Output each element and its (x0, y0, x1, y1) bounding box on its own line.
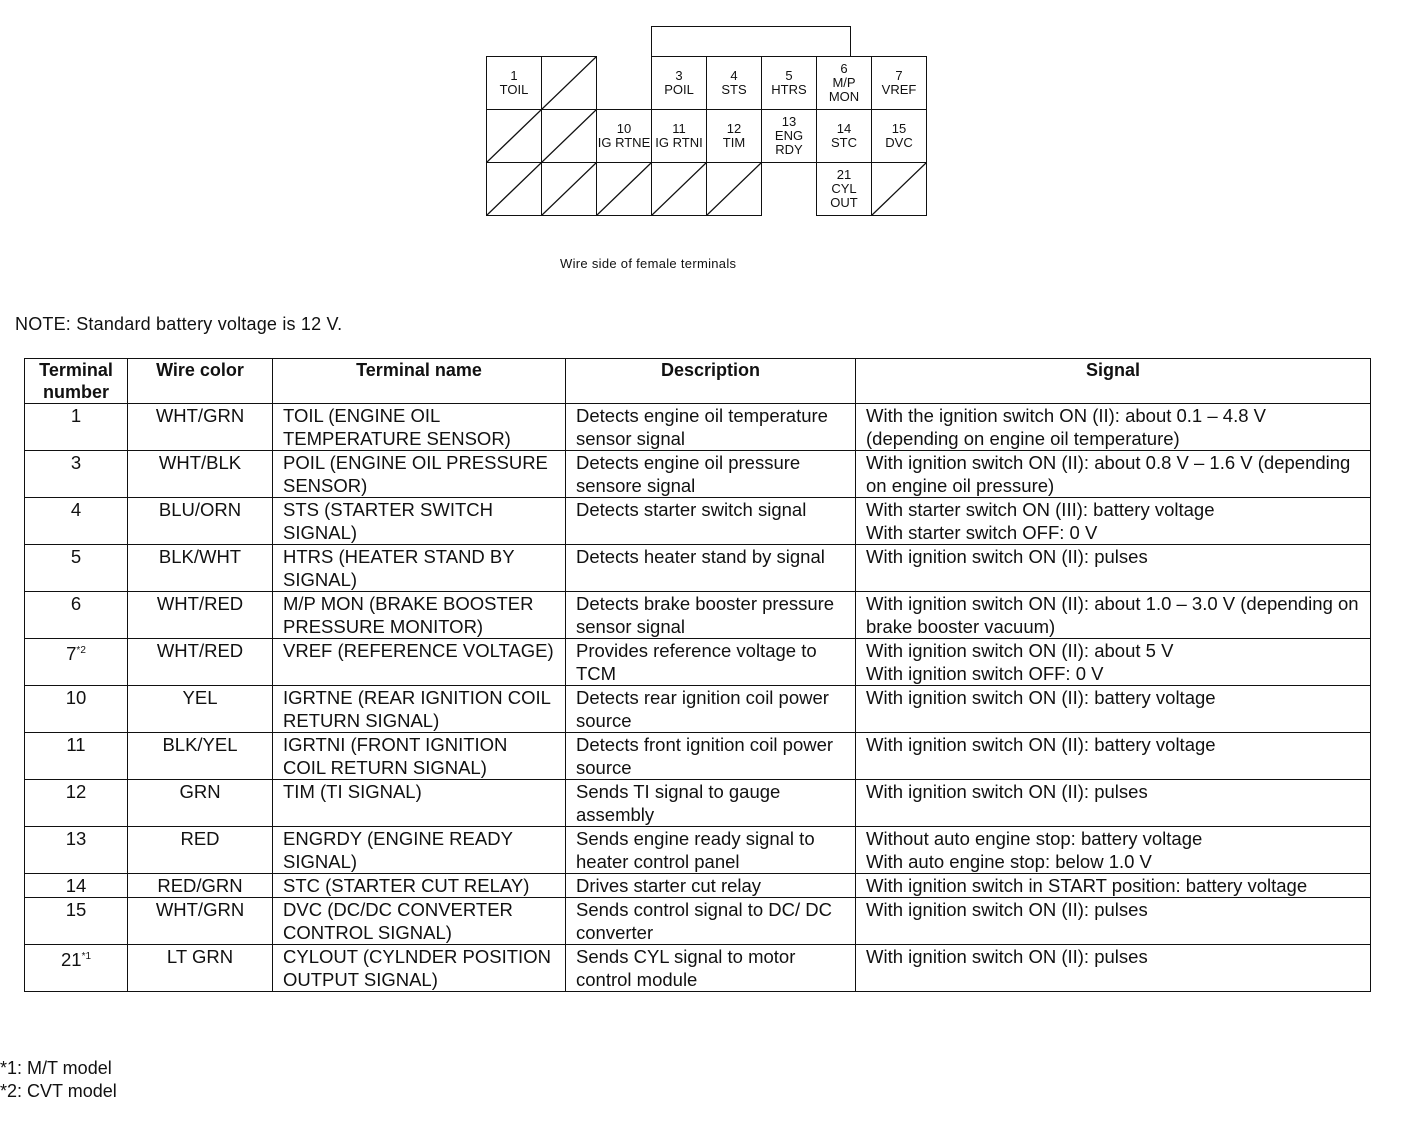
connector-pin (651, 56, 707, 110)
wire-color-cell-text: WHT/RED (156, 593, 244, 614)
description-cell (566, 639, 856, 686)
header-description: Description (566, 359, 856, 404)
wire-color-cell-text: WHT/GRN (155, 899, 245, 920)
table-row (25, 827, 1371, 874)
terminal-name-cell (273, 639, 566, 686)
signal-cell-text: With ignition switch ON (II): pulses (866, 781, 1148, 802)
terminal-name-cell-text: IGRTNI (FRONT IGNITION COIL RETURN SIGNAL) (283, 734, 508, 778)
wire-color-cell-text: YEL (182, 687, 218, 708)
terminal-name-cell-text: M/P MON (BRAKE BOOSTER PRESSURE MONITOR) (283, 593, 534, 637)
pin-name: DVC (885, 135, 913, 150)
connector-blank-cell (541, 109, 597, 163)
terminal-number-cell (25, 827, 128, 874)
terminal-number-cell-text: 13 (65, 828, 87, 849)
wire-color-cell-text: RED/GRN (157, 875, 243, 896)
table-row (25, 780, 1371, 827)
footnote-marker: *1 (81, 951, 92, 962)
connector-pin (486, 56, 542, 110)
description-cell (566, 874, 856, 898)
signal-cell-text: With the ignition switch ON (II): about 0.1 – 4.8 V (depending on engine oil temperature) (866, 405, 1266, 449)
terminal-name-cell-text: STS (STARTER SWITCH SIGNAL) (283, 499, 494, 543)
table-row (25, 733, 1371, 780)
connector-blank-cell (486, 162, 542, 216)
description-cell-text: Detects rear ignition coil power source (576, 687, 829, 731)
terminal-number-cell (25, 545, 128, 592)
pin-name: HTRS (771, 82, 807, 97)
description-cell-text: Detects heater stand by signal (576, 546, 825, 567)
signal-cell (856, 404, 1371, 451)
wire-color-cell-text: WHT/BLK (158, 452, 242, 473)
terminal-name-cell-text: POIL (ENGINE OIL PRESSURE SENSOR) (283, 452, 548, 496)
footnote-cvt: *2: CVT model (0, 1081, 117, 1101)
signal-cell (856, 945, 1371, 992)
connector-pin (706, 109, 762, 163)
pin-name: STS (721, 82, 747, 97)
description-cell-text: Detects brake booster pressure sensor signal (576, 593, 835, 637)
wire-color-cell-text: RED (180, 828, 220, 849)
wire-color-cell (128, 898, 273, 945)
terminal-number-cell-text: 14 (65, 875, 87, 896)
signal-cell (856, 874, 1371, 898)
pin-number: 7 (895, 68, 903, 83)
blank-slash-icon (652, 163, 706, 215)
table-row (25, 874, 1371, 898)
signal-cell-text: Without auto engine stop: battery voltage With auto engine stop: below 1.0 V (866, 828, 1203, 872)
signal-cell-text: With ignition switch in START position: battery voltage (866, 875, 1308, 896)
terminal-name-cell-text: CYLOUT (CYLNDER POSITION OUTPUT SIGNAL) (283, 946, 551, 990)
terminal-number-cell (25, 874, 128, 898)
wire-color-cell (128, 451, 273, 498)
terminal-name-cell-text: HTRS (HEATER STAND BY SIGNAL) (283, 546, 515, 590)
footnote-marker: *2 (76, 645, 86, 656)
signal-cell (856, 639, 1371, 686)
pin-number: 15 (891, 121, 907, 136)
table-row (25, 451, 1371, 498)
connector-blank-cell (596, 162, 652, 216)
pin-number: 11 (672, 121, 686, 136)
connector-pin (871, 56, 927, 110)
terminal-name-cell-text: IGRTNE (REAR IGNITION COIL RETURN SIGNAL) (283, 687, 551, 731)
description-cell (566, 404, 856, 451)
connector-blank-cell (541, 162, 597, 216)
terminal-number-cell (25, 451, 128, 498)
terminal-number-cell (25, 733, 128, 780)
wire-color-cell (128, 686, 273, 733)
pin-number: 14 (836, 121, 852, 136)
connector-pin (596, 109, 652, 163)
pin-number: 6 (840, 61, 848, 76)
terminal-number-cell-text: 21 (60, 949, 82, 971)
description-cell-text: Drives starter cut relay (576, 875, 762, 896)
description-cell-text: Provides reference voltage to TCM (576, 640, 817, 684)
pin-name: IG RTNE (597, 135, 651, 150)
description-cell (566, 686, 856, 733)
table-row (25, 639, 1371, 686)
connector-pin (761, 56, 817, 110)
terminal-name-cell (273, 733, 566, 780)
description-cell-text: Sends engine ready signal to heater control panel (576, 828, 815, 872)
connector-blank-cell (651, 162, 707, 216)
table-row (25, 686, 1371, 733)
signal-cell (856, 898, 1371, 945)
connector-blank-cell (486, 109, 542, 163)
signal-cell (856, 827, 1371, 874)
terminal-number-cell-text: 5 (70, 546, 82, 567)
terminal-name-cell-text: STC (STARTER CUT RELAY) (283, 875, 530, 896)
signal-cell-text: With ignition switch ON (II): about 5 V With ignition switch OFF: 0 V (866, 640, 1174, 684)
wire-color-cell-text: WHT/RED (156, 640, 244, 661)
terminal-number-cell-text: 6 (70, 593, 82, 614)
terminal-number-cell (25, 780, 128, 827)
terminal-name-cell (273, 498, 566, 545)
signal-cell-text: With ignition switch ON (II): pulses (866, 946, 1148, 967)
wire-color-cell (128, 945, 273, 992)
terminal-name-cell-text: VREF (REFERENCE VOLTAGE) (283, 640, 554, 661)
connector-pin (816, 109, 872, 163)
wire-color-cell (128, 639, 273, 686)
connector-pin (651, 109, 707, 163)
signal-cell (856, 780, 1371, 827)
terminal-name-cell-text: ENGRDY (ENGINE READY SIGNAL) (283, 828, 513, 872)
signal-cell-text: With ignition switch ON (II): about 1.0 – 3.0 V (depending on brake booster vacuum) (866, 593, 1359, 637)
terminal-name-cell (273, 404, 566, 451)
signal-cell-text: With ignition switch ON (II): battery voltage (866, 687, 1216, 708)
blank-slash-icon (542, 57, 596, 109)
terminal-number-cell (25, 404, 128, 451)
connector-blank-cell (871, 162, 927, 216)
terminal-name-cell (273, 592, 566, 639)
signal-cell-text: With starter switch ON (III): battery voltage With starter switch OFF: 0 V (866, 499, 1215, 543)
connector-pin (816, 162, 872, 216)
terminal-name-cell (273, 945, 566, 992)
table-row (25, 545, 1371, 592)
description-cell (566, 827, 856, 874)
wire-color-cell (128, 592, 273, 639)
wire-color-cell-text: BLK/WHT (158, 546, 242, 567)
description-cell (566, 545, 856, 592)
terminal-name-cell-text: TOIL (ENGINE OIL TEMPERATURE SENSOR) (283, 405, 511, 449)
terminal-number-cell-text: 15 (65, 899, 87, 920)
signal-cell (856, 686, 1371, 733)
connector-blank-cell (706, 162, 762, 216)
description-cell-text: Sends CYL signal to motor control module (576, 946, 796, 990)
table-row (25, 945, 1371, 992)
terminal-name-cell-text: TIM (TI SIGNAL) (283, 781, 422, 802)
wire-color-cell-text: BLU/ORN (158, 499, 242, 520)
terminal-number-cell-text: 10 (65, 687, 87, 708)
connector-pin (816, 56, 872, 110)
terminal-name-cell (273, 780, 566, 827)
terminal-number-cell (25, 686, 128, 733)
table-row (25, 592, 1371, 639)
voltage-note: NOTE: Standard battery voltage is 12 V. (15, 314, 343, 334)
wire-color-cell (128, 827, 273, 874)
terminal-number-cell-text: 7 (66, 643, 77, 665)
signal-cell-text: With ignition switch ON (II): battery voltage (866, 734, 1216, 755)
signal-cell (856, 733, 1371, 780)
description-cell-text: Detects front ignition coil power source (576, 734, 834, 778)
table-header-row (25, 359, 1371, 404)
table-row (25, 898, 1371, 945)
wire-color-cell-text: GRN (179, 781, 221, 802)
pin-name: STC (831, 135, 857, 150)
pin-name: ENG RDY (774, 128, 804, 157)
description-cell-text: Sends control signal to DC/ DC converter (576, 899, 833, 943)
pin-name: POIL (664, 82, 694, 97)
terminal-name-cell (273, 898, 566, 945)
blank-slash-icon (487, 110, 541, 162)
wire-color-cell-text: LT GRN (166, 946, 234, 967)
blank-slash-icon (487, 163, 541, 215)
pin-name: VREF (881, 82, 917, 97)
terminal-number-cell (25, 639, 128, 686)
terminal-number-cell (25, 898, 128, 945)
terminal-number-cell-text: 4 (70, 499, 82, 520)
signal-cell-text: With ignition switch ON (II): about 0.8 V – 1.6 V (depending on engine oil pressure) (866, 452, 1351, 496)
description-cell (566, 592, 856, 639)
description-cell (566, 945, 856, 992)
signal-cell (856, 592, 1371, 639)
terminal-number-cell (25, 498, 128, 545)
wire-color-cell (128, 733, 273, 780)
header-terminal-name: Terminal name (273, 359, 566, 404)
wire-color-cell (128, 780, 273, 827)
description-cell (566, 498, 856, 545)
signal-cell-text: With ignition switch ON (II): pulses (866, 899, 1148, 920)
description-cell-text: Detects starter switch signal (576, 499, 807, 520)
terminal-number-cell-text: 11 (66, 734, 86, 755)
terminal-number-cell-text: 3 (70, 452, 82, 473)
wire-color-cell (128, 498, 273, 545)
connector-pin (761, 109, 817, 163)
pin-number: 4 (730, 68, 738, 83)
description-cell (566, 451, 856, 498)
header-wire-color: Wire color (128, 359, 273, 404)
pin-number: 3 (675, 68, 683, 83)
signal-cell (856, 545, 1371, 592)
footnote-mt: *1: M/T model (0, 1058, 112, 1078)
connector-key-tab (651, 26, 851, 56)
pin-number: 13 (781, 114, 797, 129)
description-cell-text: Detects engine oil pressure sensore signal (576, 452, 801, 496)
pin-name: M/P MON (828, 75, 860, 104)
blank-slash-icon (707, 163, 761, 215)
terminal-name-cell (273, 874, 566, 898)
pin-name: TIM (722, 135, 746, 150)
table-row (25, 498, 1371, 545)
description-cell-text: Detects engine oil temperature sensor signal (576, 405, 828, 449)
signal-cell (856, 498, 1371, 545)
connector-pin (871, 109, 927, 163)
wire-color-cell-text: WHT/GRN (155, 405, 245, 426)
pin-number: 5 (785, 68, 793, 83)
pin-number: 21 (836, 167, 852, 182)
pin-name: CYL OUT (830, 181, 858, 210)
pin-name: IG RTNI (655, 135, 703, 150)
wire-color-cell (128, 545, 273, 592)
terminal-table (24, 358, 1371, 992)
connector-blank-cell (541, 56, 597, 110)
connector-pin (706, 56, 762, 110)
terminal-name-cell (273, 545, 566, 592)
blank-slash-icon (597, 163, 651, 215)
header-terminal-number: Terminal number (25, 359, 128, 404)
description-cell (566, 780, 856, 827)
blank-slash-icon (542, 110, 596, 162)
terminal-number-cell-text: 12 (65, 781, 87, 802)
description-cell (566, 733, 856, 780)
terminal-number-cell (25, 945, 128, 992)
terminal-name-cell-text: DVC (DC/DC CONVERTER CONTROL SIGNAL) (283, 899, 513, 943)
terminal-name-cell (273, 827, 566, 874)
blank-slash-icon (542, 163, 596, 215)
wire-color-cell (128, 874, 273, 898)
pin-number: 10 (616, 121, 632, 136)
pin-name: TOIL (499, 82, 529, 97)
blank-slash-icon (872, 163, 926, 215)
pin-number: 1 (510, 68, 518, 83)
signal-cell-text: With ignition switch ON (II): pulses (866, 546, 1148, 567)
terminal-name-cell (273, 686, 566, 733)
footnotes (0, 1057, 117, 1103)
header-signal: Signal (856, 359, 1371, 404)
terminal-number-cell (25, 592, 128, 639)
table-row (25, 404, 1371, 451)
terminal-number-cell-text: 1 (70, 405, 82, 426)
diagram-caption: Wire side of female terminals (560, 256, 737, 271)
terminal-name-cell (273, 451, 566, 498)
pin-number: 12 (726, 121, 742, 136)
wire-color-cell (128, 404, 273, 451)
signal-cell (856, 451, 1371, 498)
description-cell-text: Sends TI signal to gauge assembly (576, 781, 781, 825)
description-cell (566, 898, 856, 945)
connector-diagram (486, 26, 928, 220)
wire-color-cell-text: BLK/YEL (162, 734, 238, 755)
